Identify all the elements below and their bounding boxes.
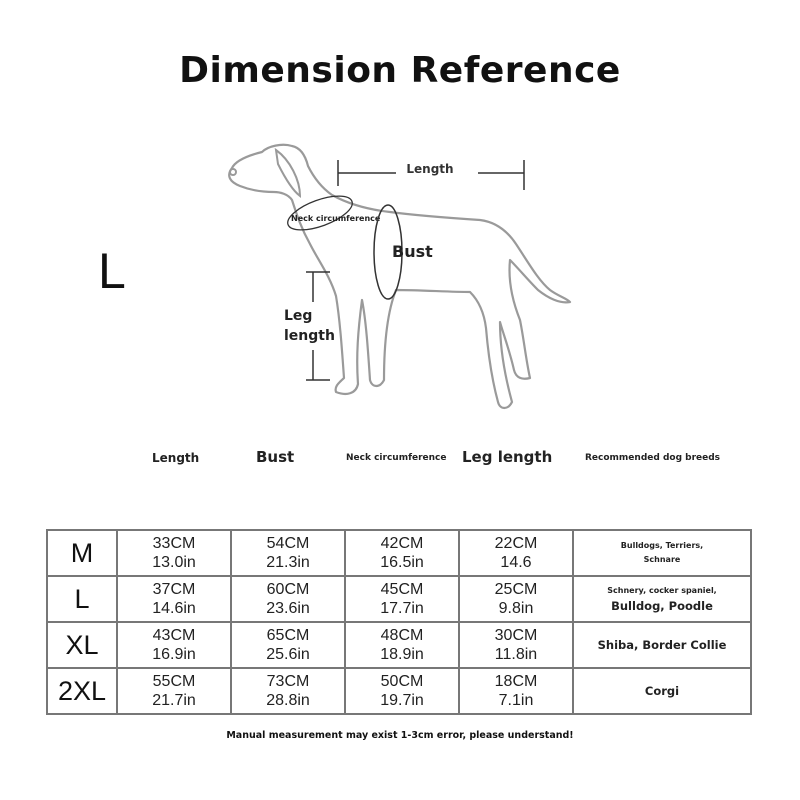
length-cm: 55CM <box>152 673 196 690</box>
neck-cm: 42CM <box>380 535 424 552</box>
bust-cm: 65CM <box>266 627 310 644</box>
leg-cm: 18CM <box>494 673 538 690</box>
length-in: 16.9in <box>152 646 196 663</box>
breed-line-2: Schnare <box>643 555 681 564</box>
length-cm: 33CM <box>152 535 196 552</box>
length-in: 21.7in <box>152 692 196 709</box>
header-length: Length <box>152 451 200 465</box>
neck-in: 16.5in <box>380 554 424 571</box>
neck-ellipse <box>284 189 357 237</box>
length-cm: 37CM <box>152 581 196 598</box>
breed-line-2: Bulldog, Poodle <box>611 598 713 613</box>
table-row <box>47 530 751 576</box>
neck-in: 17.7in <box>380 600 424 617</box>
neck-cm: 48CM <box>380 627 424 644</box>
size-cell: L <box>74 583 90 614</box>
page-title: Dimension Reference <box>179 50 621 91</box>
diagram-leg-label-1: Leg <box>284 308 313 324</box>
header-breeds: Recommended dog breeds <box>585 453 721 463</box>
size-indicator: L <box>98 243 126 299</box>
size-cell: 2XL <box>57 675 107 706</box>
leg-in: 7.1in <box>498 692 534 709</box>
header-bust: Bust <box>256 448 295 466</box>
size-cell: XL <box>65 629 99 660</box>
table-row <box>47 576 751 622</box>
breed-line-1: Shiba, Border Collie <box>597 637 727 652</box>
dog-nose <box>230 169 236 175</box>
size-cell: M <box>70 537 94 568</box>
leg-cm: 30CM <box>494 627 538 644</box>
header-leg: Leg length <box>462 448 553 466</box>
bust-in: 28.8in <box>266 692 310 709</box>
bust-in: 21.3in <box>266 554 310 571</box>
leg-in: 14.6 <box>500 554 532 571</box>
breed-line-1: Bulldogs, Terriers, <box>620 541 704 550</box>
length-in: 13.0in <box>152 554 196 571</box>
dog-ear <box>276 150 300 196</box>
footer-note: Manual measurement may exist 1-3cm error, please understand! <box>226 730 574 741</box>
neck-in: 18.9in <box>380 646 424 663</box>
diagram-neck-label: Neck circumference <box>291 214 381 223</box>
neck-in: 19.7in <box>380 692 424 709</box>
breed-line-1: Schnery, cocker spaniel, <box>607 585 717 595</box>
neck-cm: 50CM <box>380 673 424 690</box>
diagram-length-label: Length <box>406 162 454 176</box>
bust-cm: 73CM <box>266 673 310 690</box>
neck-cm: 45CM <box>380 581 424 598</box>
bust-in: 23.6in <box>266 600 310 617</box>
leg-cm: 25CM <box>494 581 538 598</box>
length-in: 14.6in <box>152 600 196 617</box>
diagram-bust-label: Bust <box>392 242 433 261</box>
table-row <box>47 622 751 668</box>
bust-cm: 54CM <box>266 535 310 552</box>
header-neck: Neck circumference <box>346 453 447 463</box>
breed-line-1: Corgi <box>644 683 680 698</box>
length-cm: 43CM <box>152 627 196 644</box>
leg-in: 9.8in <box>498 600 534 617</box>
leg-cm: 22CM <box>494 535 538 552</box>
bust-cm: 60CM <box>266 581 310 598</box>
leg-in: 11.8in <box>494 646 538 663</box>
diagram-leg-label-2: length <box>284 328 335 344</box>
table-row <box>47 668 751 714</box>
size-table <box>46 529 752 715</box>
bust-in: 25.6in <box>266 646 310 663</box>
